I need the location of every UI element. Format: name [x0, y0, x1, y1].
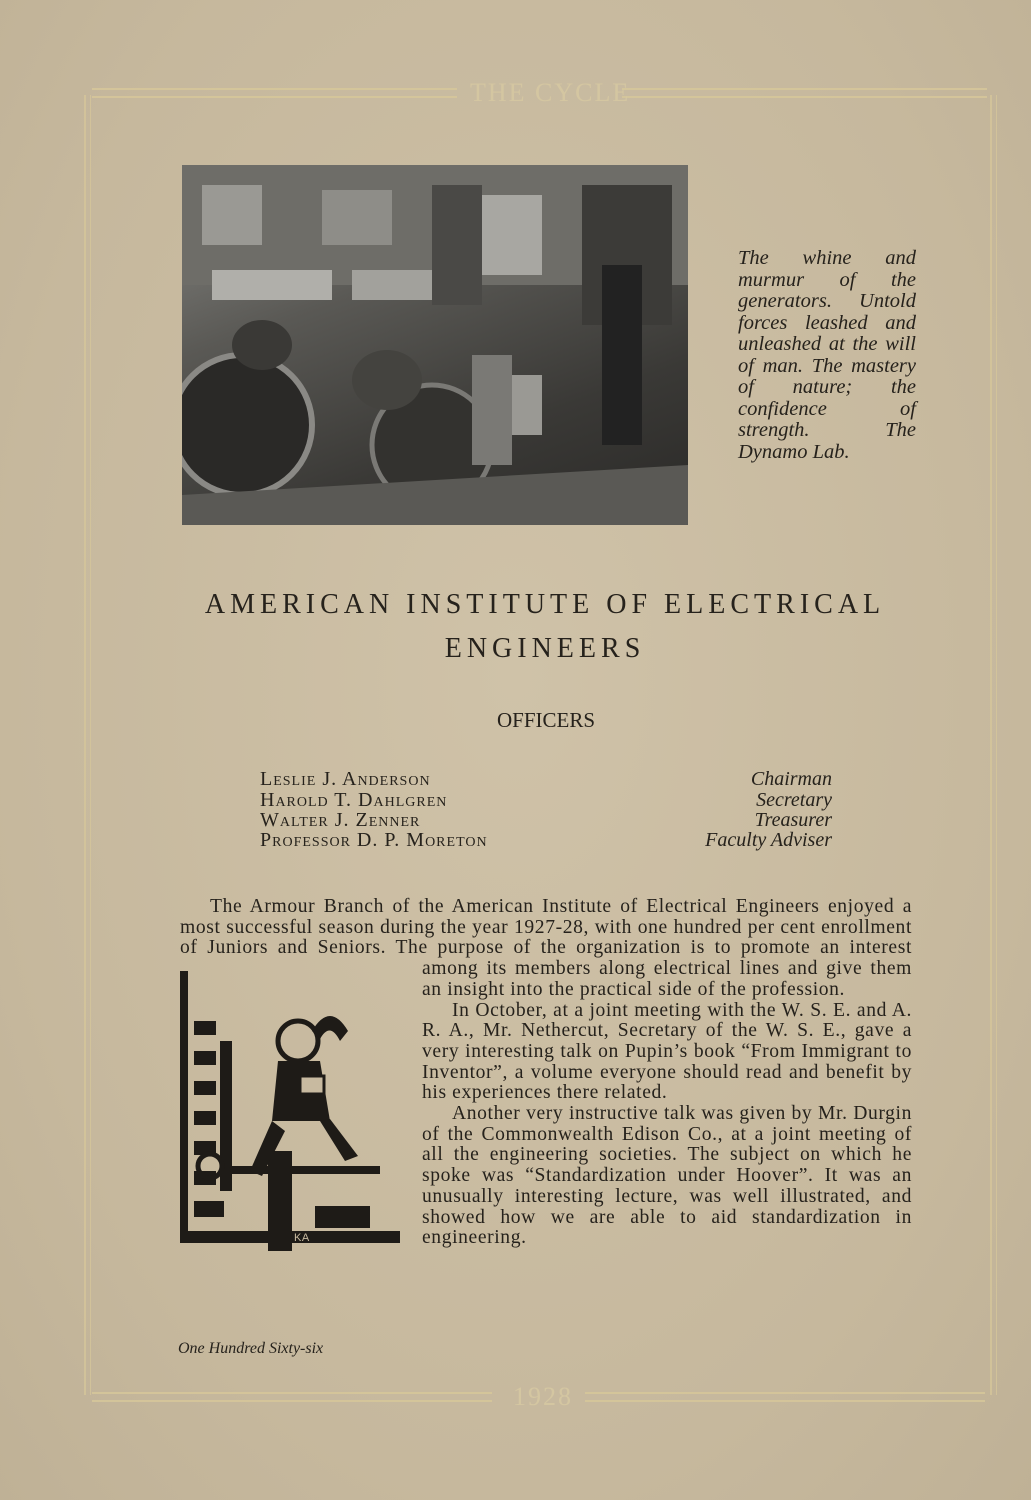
body-paragraph: In October, at a joint meeting with the W. S. E. and A. R. A., Mr. Nethercut, Secretary of the W. S. E., gave a very interesting talk on Pupin’s book “From Immigrant to Inventor”, a volume everyone should read and benefit by his experiences there related. [422, 999, 912, 1104]
officer-role: Chairman [750, 768, 832, 790]
cartoon-illustration [180, 961, 422, 1253]
officer-row [260, 768, 832, 789]
article-body [180, 897, 912, 1253]
running-header: THE CYCLE [470, 78, 631, 107]
artist-signature: KA [294, 1232, 310, 1244]
officer-role: Secretary [756, 789, 832, 811]
frame-bottom-left-rule [92, 1392, 492, 1402]
officer-name: Professor D. P. Moreton [260, 829, 488, 851]
body-paragraph: The Armour Branch of the American Institute of Electrical Engineers enjoyed a most successful season during the year 1927-28, with one hundred per cent enrollment of Juniors and Seniors. The purpose of the organization is to promote an interest among its members along electrical lines and give them an insight into the practical side of the profession. [180, 896, 912, 1000]
officers-heading: OFFICERS [496, 708, 596, 732]
officer-row [260, 789, 832, 810]
body-paragraph: Another very instructive talk was given by Mr. Durgin of the Commonwealth Edison Co., at a joint meeting of all the engineering societies. The subject on which he spoke was “Standardization under Hoover”. It was an unusually interesting lecture, was well illustrated, and showed how we are able to aid standardization in engineering. [422, 1103, 912, 1249]
running-footer-year: 1928 [513, 1382, 573, 1411]
officer-name: Harold T. Dahlgren [260, 789, 448, 811]
officer-name: Leslie J. Anderson [260, 768, 431, 790]
officer-row [260, 829, 832, 850]
frame-top-right-rule [622, 88, 987, 98]
page-title-line-1: AMERICAN INSTITUTE OF ELECTRICAL [204, 589, 886, 620]
dynamo-lab-photo [182, 165, 688, 525]
officer-name: Walter J. Zenner [260, 809, 421, 831]
officer-role: Faculty Adviser [705, 829, 832, 851]
officer-role: Treasurer [754, 809, 832, 831]
officer-row [260, 809, 832, 830]
engineer-on-pole-illustration [180, 961, 410, 1253]
frame-top-left-rule [92, 88, 457, 98]
photo-illustration [182, 165, 688, 525]
frame-left-rule [84, 95, 91, 1395]
frame-right-rule [990, 95, 997, 1395]
photo-caption: The whine and murmur of the generators. Untold forces leashed and unleashed at the will of man. The mastery of nature; the confidence of strength. The Dynamo Lab. [738, 247, 916, 463]
page-number-label: One Hundred Sixty-six [178, 1340, 324, 1357]
frame-bottom-right-rule [585, 1392, 985, 1402]
page-title-line-2: ENGINEERS [444, 633, 646, 664]
